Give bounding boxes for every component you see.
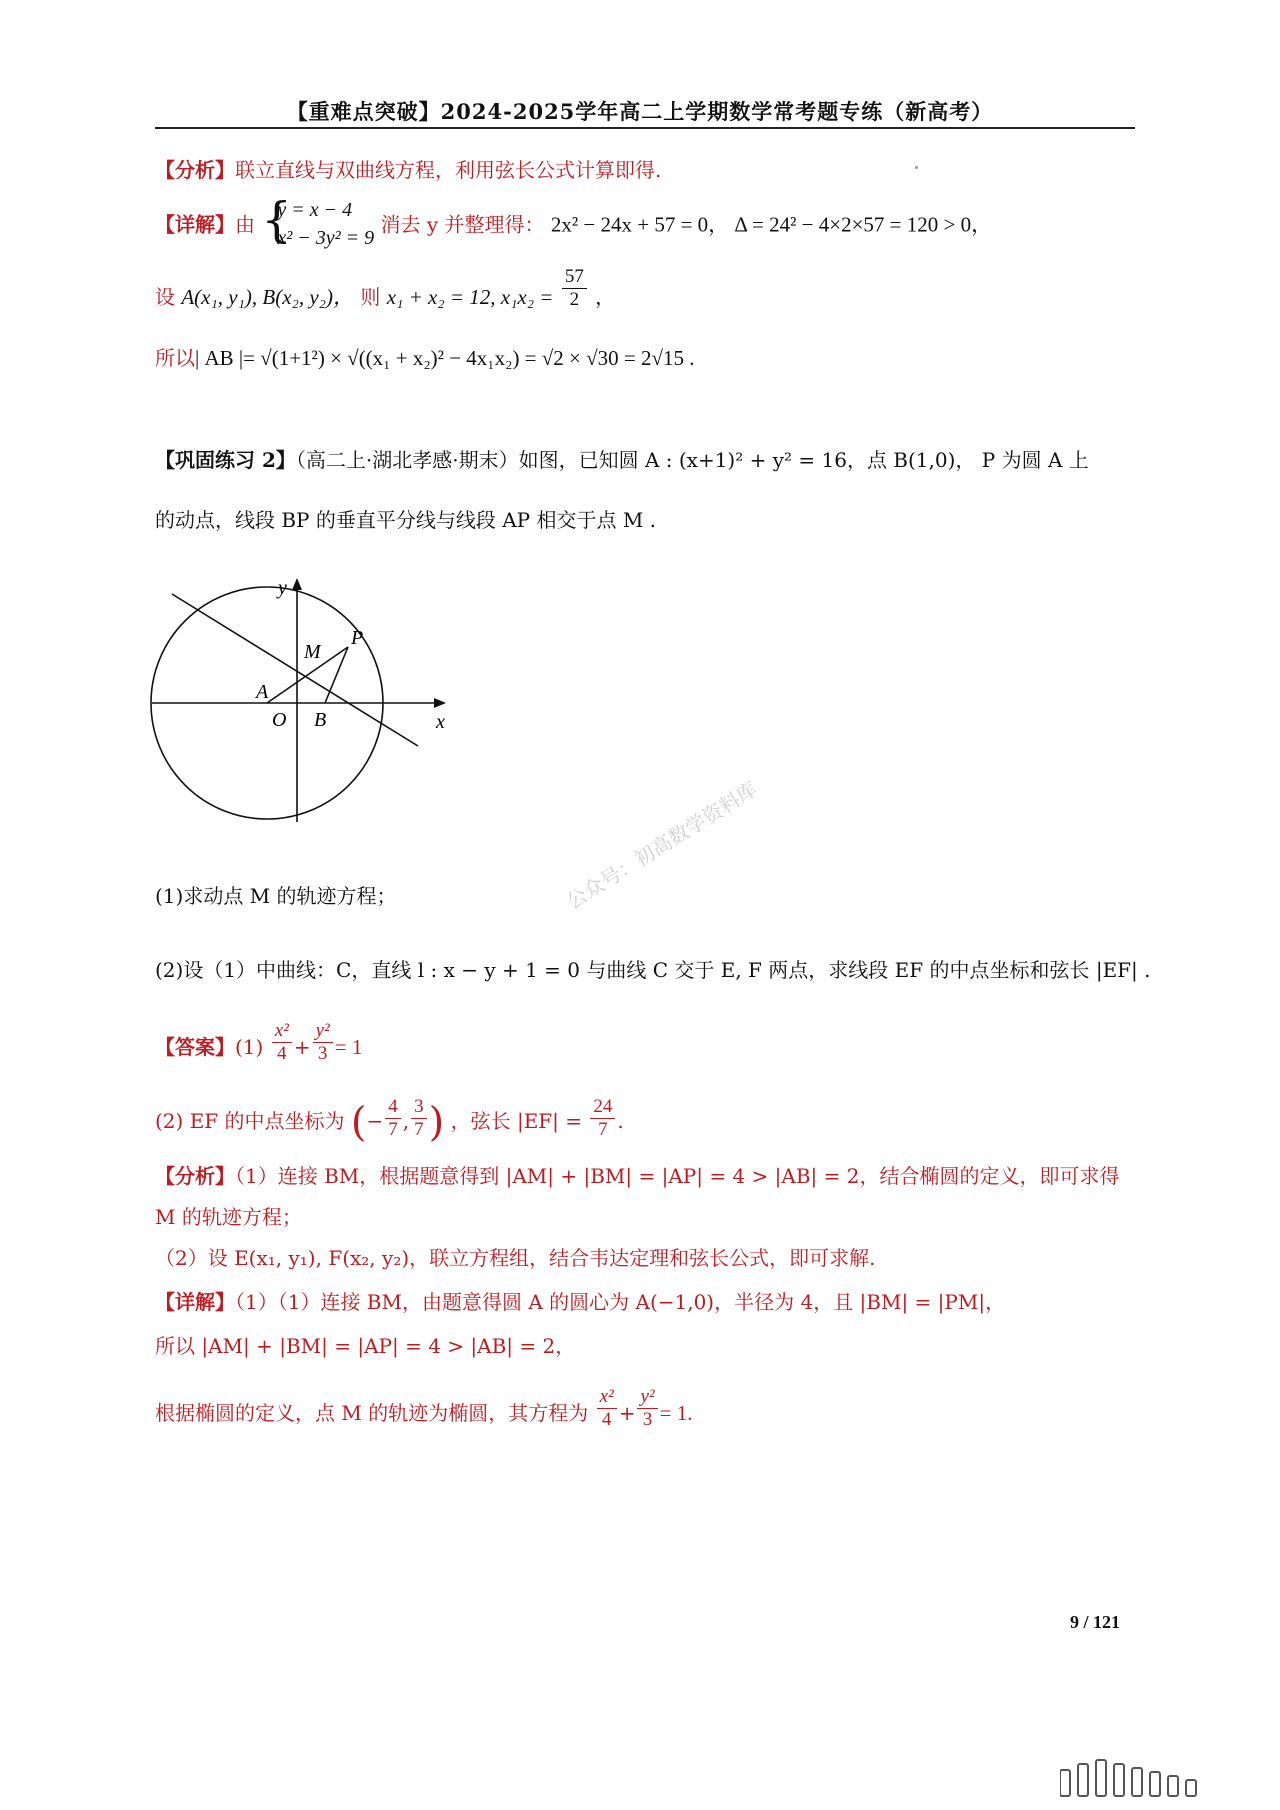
answer2-left-paren: ( xyxy=(350,1099,367,1146)
frac-num: x² xyxy=(597,1386,617,1409)
set-points: A(x₁, y₁), B(x₂, y₂)， xyxy=(181,285,354,309)
label-M: M xyxy=(304,641,321,663)
answer2-end: . xyxy=(617,1109,624,1133)
detail-tag: 【详解】 xyxy=(155,1290,235,1314)
signal-bars-icon xyxy=(1060,1758,1270,1798)
answer1-frac-x xyxy=(272,1020,292,1065)
detail-mid: 消去 y 并整理得： xyxy=(380,212,545,237)
answer2-minus: − xyxy=(366,1109,384,1133)
system-row-2: x² − 3y² = 9 xyxy=(277,227,375,249)
page-header-title: 【重难点突破】2024-2025学年高二上学期数学常考题专练（新高考） xyxy=(286,99,994,124)
set-end: ， xyxy=(595,285,616,309)
frac-den: 7 xyxy=(388,1119,398,1140)
analysis-tag: 【分析】 xyxy=(155,158,235,182)
analysis-tag: 【分析】 xyxy=(155,1164,235,1188)
y-axis-arrow xyxy=(292,578,302,590)
frac-den: 3 xyxy=(642,1409,653,1430)
frac-den: 7 xyxy=(598,1119,608,1140)
frac-num: x² xyxy=(272,1020,292,1043)
detail-plus: + xyxy=(618,1401,636,1425)
frac-num: 24 xyxy=(590,1096,615,1119)
frac-num: 4 xyxy=(385,1096,401,1119)
page-number: 9 / 121 xyxy=(1070,1612,1121,1632)
ex2-detail-3 xyxy=(155,1386,693,1437)
ex2-stem-text2: 的动点，线段 BP 的垂直平分线与线段 AP 相交于点 M . xyxy=(155,508,657,532)
label-x: x xyxy=(436,711,445,733)
frac-den: 7 xyxy=(414,1119,424,1140)
set-sum: x₁ + x₂ = 12, x₁x₂ = xyxy=(386,285,554,309)
ex2-question-2 xyxy=(155,956,1151,984)
frac-den: 2 xyxy=(569,289,580,310)
set-prefix: 设 xyxy=(155,285,175,309)
analysis-line1: （1）连接 BM，根据题意得到 |AM| + |BM| = |AP| = 4 > |AB| = 2，结合椭圆的定义，即可求得 xyxy=(235,1164,1120,1188)
detail-tag: 【详解】 xyxy=(155,212,235,237)
answer1-prefix: (1) xyxy=(235,1035,264,1059)
system-row-1: y = x − 4 xyxy=(277,199,353,221)
answer2-frac-x xyxy=(385,1096,401,1141)
perpendicular-bisector xyxy=(172,594,418,746)
answer1-end: = 1 xyxy=(334,1035,363,1059)
brace-symbol: { xyxy=(261,192,292,248)
analysis-line2: M 的轨迹方程； xyxy=(155,1205,302,1229)
answer2-frac-len xyxy=(590,1096,615,1141)
detail-by: 由 xyxy=(235,212,255,237)
answer1-frac-y xyxy=(313,1020,333,1065)
frac-num: y² xyxy=(313,1020,333,1043)
ex2-tag: 【巩固练习 2】 xyxy=(155,448,296,472)
speck-dot xyxy=(915,166,918,169)
x-axis-arrow xyxy=(434,698,446,708)
frac-den: 4 xyxy=(277,1043,287,1064)
so-expression: | AB |= √(1+1²) × √((x₁ + x₂)² − 4x₁x₂) = √2 × √30 = 2√15 . xyxy=(195,346,695,370)
answer2-frac-y xyxy=(411,1096,427,1141)
frac-den: 3 xyxy=(317,1043,328,1064)
detail-frac-y xyxy=(637,1386,657,1431)
ex2-analysis-3 xyxy=(155,1244,876,1272)
label-A: A xyxy=(256,681,269,703)
label-y: y xyxy=(278,577,287,599)
ex1-detail xyxy=(155,192,993,254)
circle-figure xyxy=(150,570,460,830)
ex2-analysis-1 xyxy=(155,1162,1119,1190)
detail-line2: 所以 |AM| + |BM| = |AP| = 4 > |AB| = 2， xyxy=(155,1334,576,1358)
ex2-stem-line1 xyxy=(155,446,1089,474)
ex1-so-line xyxy=(155,344,695,372)
answer2-comma: , xyxy=(402,1109,410,1133)
label-O: O xyxy=(272,709,287,731)
answer2-mid: ，弦长 |EF| = xyxy=(450,1109,583,1133)
answer1-plus: + xyxy=(293,1035,311,1059)
frac-num: 57 xyxy=(562,266,587,289)
frac-den: 4 xyxy=(601,1409,612,1430)
label-B: B xyxy=(314,709,327,731)
ex2-analysis-2 xyxy=(155,1203,302,1231)
watermark-text: 公众号：初高数学资料库 xyxy=(562,776,762,914)
detail-end: = 1. xyxy=(659,1401,693,1425)
q1-text: (1)求动点 M 的轨迹方程； xyxy=(155,884,397,908)
detail-frac-x xyxy=(597,1386,617,1431)
detail-line1: （1）（1）连接 BM，由题意得圆 A 的圆心为 A(−1,0)，半径为 4，且 |BM| = |PM|， xyxy=(235,1290,1006,1314)
q2-text: (2)设（1）中曲线：C，直线 l : x − y + 1 = 0 与曲线 C 交于 E, F 两点，求线段 EF 的中点坐标和弦长 |EF| . xyxy=(155,958,1151,982)
ex2-answer-2 xyxy=(155,1096,624,1146)
frac-num: y² xyxy=(637,1386,657,1409)
ex2-stem-line2 xyxy=(155,506,656,534)
answer-tag: 【答案】 xyxy=(155,1035,235,1059)
header-divider xyxy=(155,127,1135,129)
analysis-line3: （2）设 E(x₁, y₁), F(x₂, y₂)，联立方程组，结合韦达定理和弦长公式，即可求解. xyxy=(155,1246,876,1270)
ex1-set-line xyxy=(155,266,616,321)
label-P: P xyxy=(351,627,364,649)
detail-line3-prefix: 根据椭圆的定义，点 M 的轨迹为椭圆，其方程为 xyxy=(155,1401,589,1425)
ex2-question-1 xyxy=(155,882,397,910)
detail-equation: 2x² − 24x + 57 = 0， Δ = 24² − 4×2×57 = 120 > 0， xyxy=(550,212,993,237)
ex2-stem-text1: （高二上·湖北孝感·期末）如图，已知圆 A : (x+1)² + y² = 16，点 B(1,0)， P 为圆 A 上 xyxy=(295,448,1089,472)
set-then: 则 xyxy=(360,285,381,309)
ex2-detail-1 xyxy=(155,1288,1005,1316)
answer2-right-paren: ) xyxy=(428,1099,445,1146)
equation-system xyxy=(261,192,375,252)
fraction-57-over-2 xyxy=(562,266,587,311)
analysis-text: 联立直线与双曲线方程，利用弦长公式计算即得. xyxy=(235,158,662,182)
ex2-answer-1 xyxy=(155,1020,363,1071)
ex1-analysis xyxy=(155,156,661,184)
so-prefix: 所以 xyxy=(155,346,195,370)
frac-num: 3 xyxy=(411,1096,427,1119)
ex2-detail-2 xyxy=(155,1332,575,1360)
answer2-prefix: (2) EF 的中点坐标为 xyxy=(155,1109,345,1133)
